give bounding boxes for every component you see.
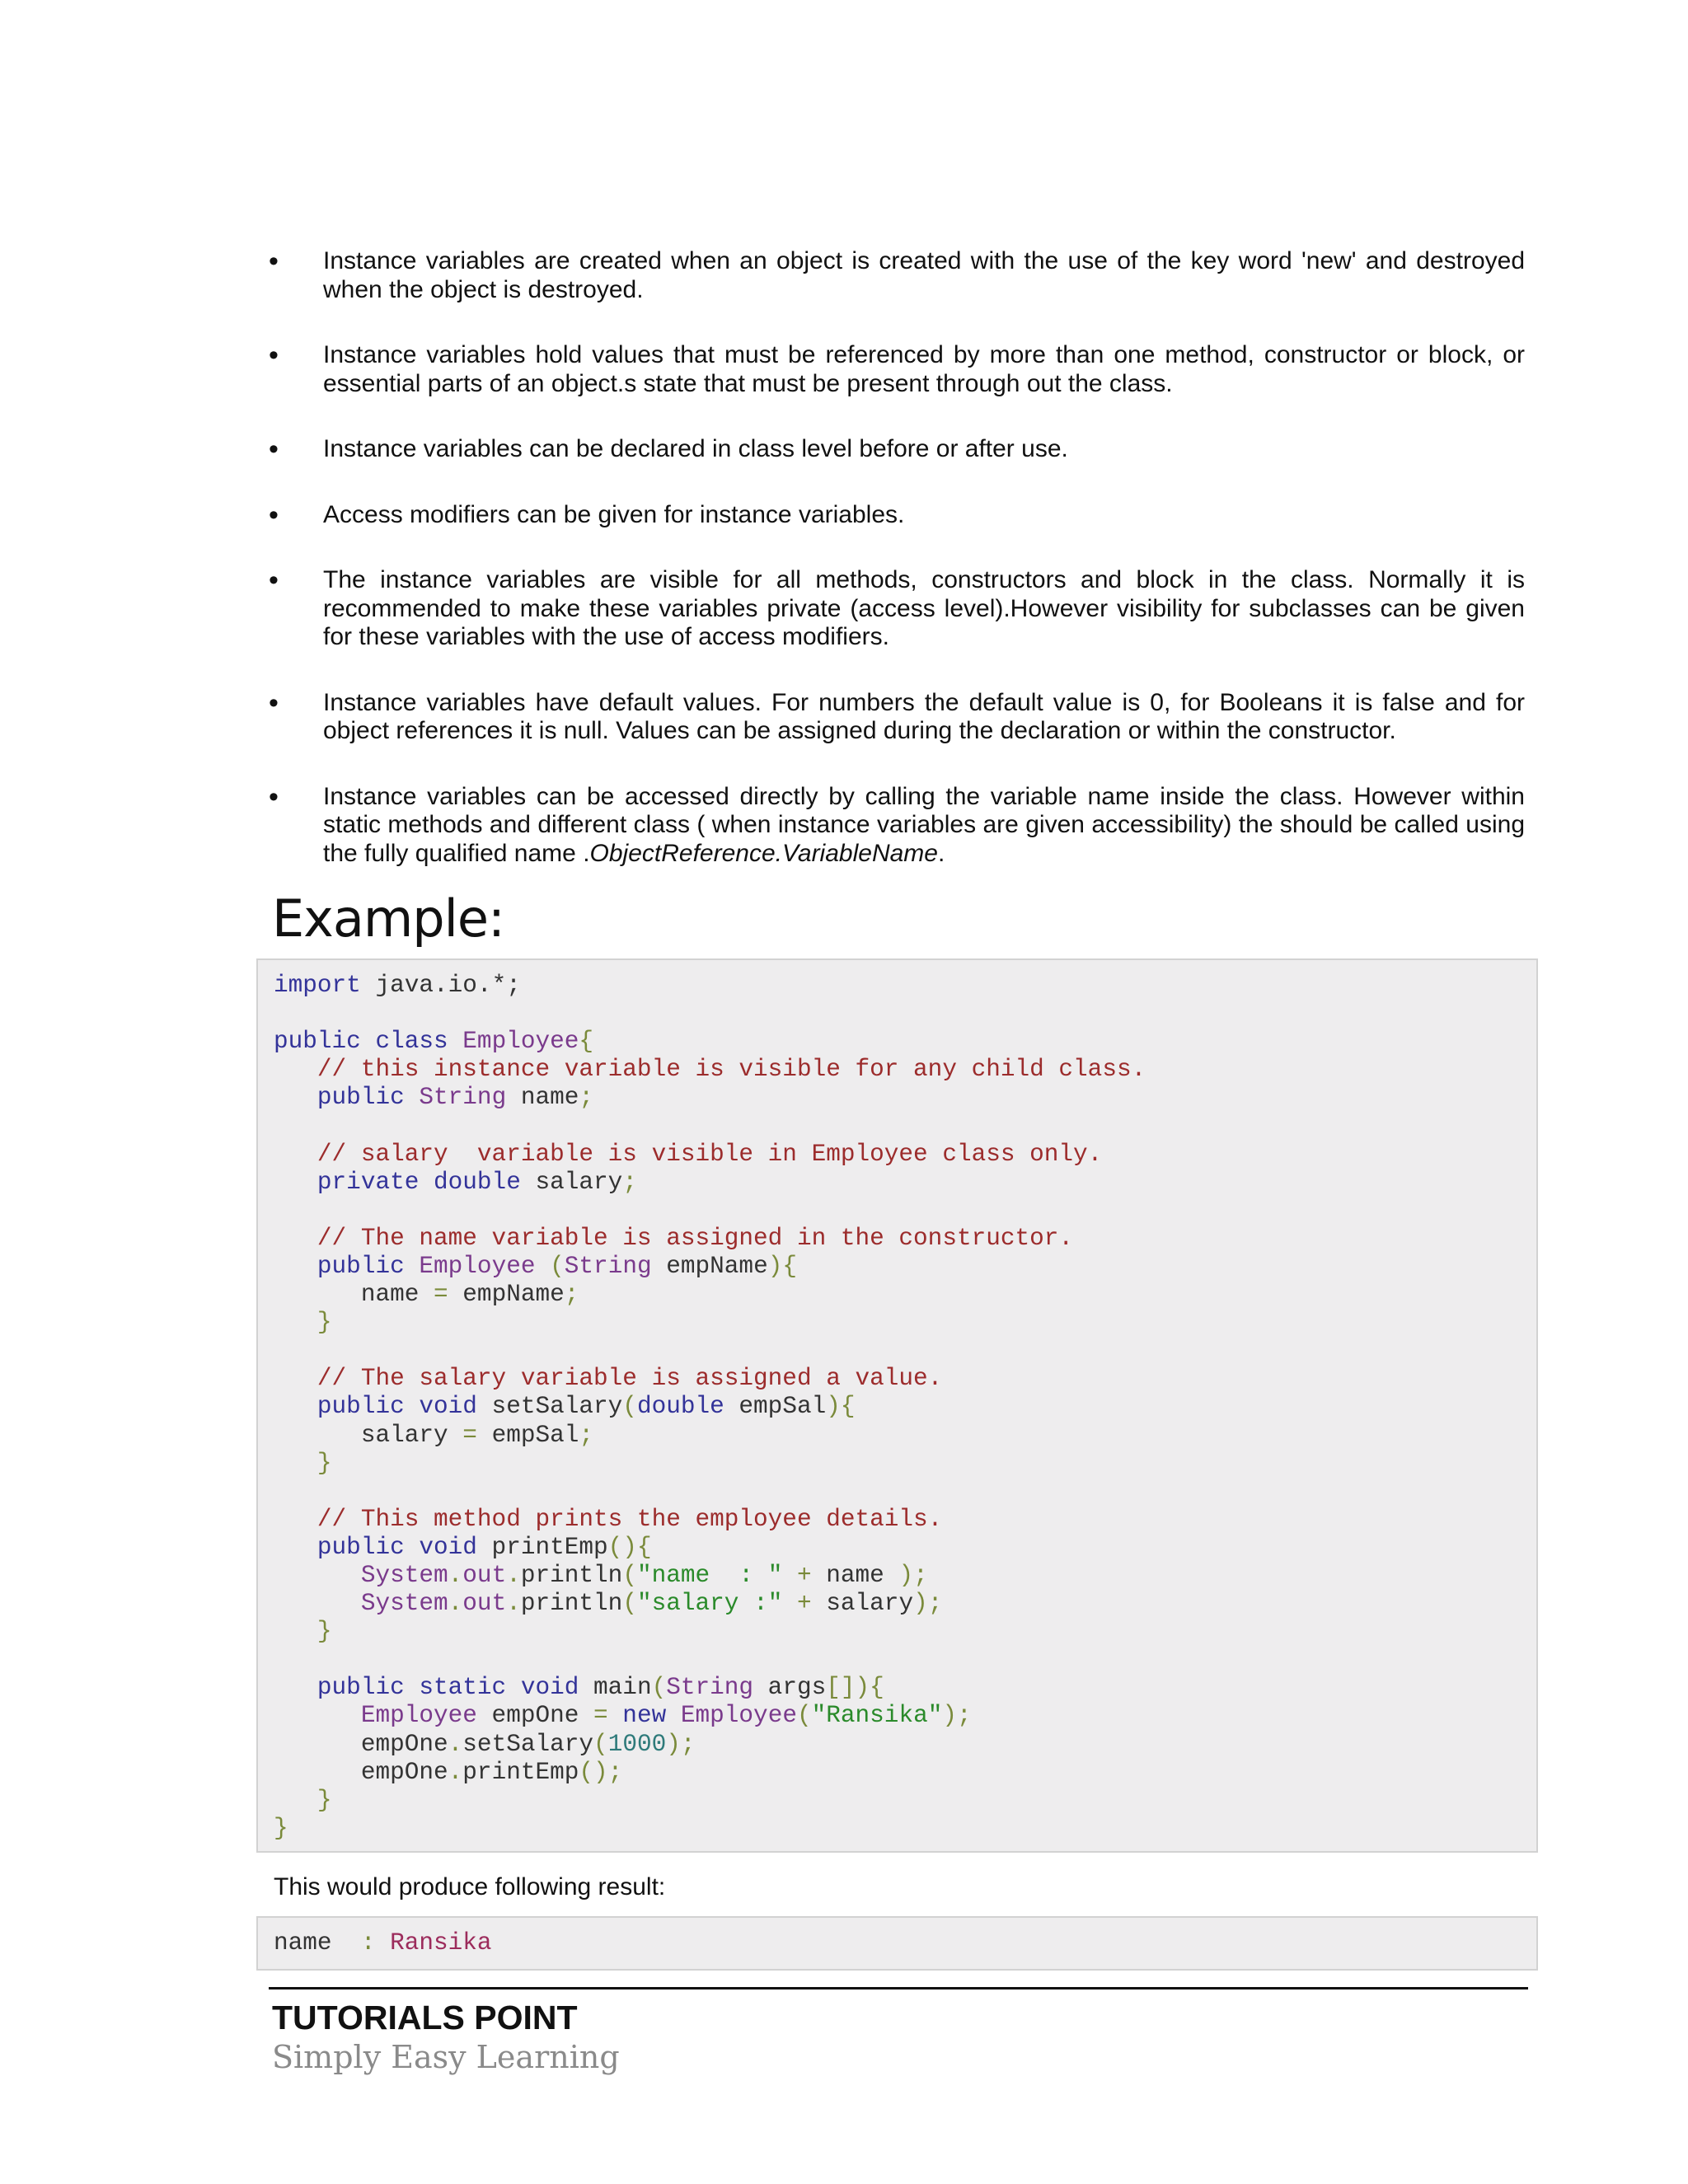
code-token: empOne (476, 1702, 594, 1730)
code-listing (274, 972, 1146, 1843)
code-token: . (448, 1561, 463, 1589)
code-token: ( (535, 1252, 565, 1280)
code-token: double (636, 1393, 724, 1421)
code-token: Employee (666, 1702, 797, 1730)
result-label: This would produce following result: (274, 1873, 666, 1900)
code-token: java.io.*; (360, 972, 521, 999)
code-string: "name : " (636, 1561, 783, 1589)
code-token: ( (622, 1561, 637, 1589)
list-item: • Instance variables hold values that must be referenced by more than one method, constructor or block, or essential parts of an object.s state that must be present through out the class. (269, 341, 1525, 398)
code-token: String (564, 1252, 652, 1280)
result-value: Ransika (375, 1929, 492, 1957)
result-name: name (274, 1929, 361, 1957)
code-token: public (274, 1084, 405, 1112)
footer-subtitle: Simply Easy Learning (272, 2039, 620, 2075)
code-token: . (506, 1561, 521, 1589)
code-token: public void (274, 1393, 477, 1421)
code-comment: // The name variable is assigned in the constructor. (274, 1224, 1074, 1252)
code-token: setSalary (462, 1730, 594, 1758)
code-token: ( (593, 1730, 608, 1758)
code-token: empOne (274, 1758, 448, 1786)
code-token: empName (651, 1252, 768, 1280)
code-number: 1000 (607, 1730, 667, 1758)
code-token: ); (913, 1590, 943, 1618)
code-token: . (448, 1730, 463, 1758)
list-item (269, 783, 1525, 869)
code-string: "Ransika" (811, 1702, 943, 1730)
code-token: println (520, 1590, 623, 1618)
code-comment: // The salary variable is assigned a value. (274, 1365, 943, 1393)
code-token: + (782, 1590, 812, 1618)
code-token: out (462, 1561, 507, 1589)
code-token: ); (666, 1730, 696, 1758)
code-token: { (579, 1028, 594, 1056)
code-token: println (520, 1561, 623, 1589)
code-token: new (607, 1702, 667, 1730)
code-token: ( (622, 1590, 637, 1618)
code-token: = (462, 1421, 477, 1449)
footer-divider (269, 1987, 1528, 1990)
code-token: } (274, 1309, 332, 1337)
code-token: ); (942, 1702, 972, 1730)
code-token: out (462, 1590, 507, 1618)
code-token: salary (520, 1168, 623, 1196)
list-item: • Instance variables can be declared in class level before or after use. (269, 435, 1525, 464)
code-token: empOne (274, 1730, 448, 1758)
code-token: empName (448, 1281, 565, 1309)
list-item: • The instance variables are visible for all methods, constructors and block in the class. Normally it is recommended to make these variables private (access level).However visibility for subclasses can be given for these variables with the use of access modifiers. (269, 566, 1525, 652)
code-token: = (434, 1281, 448, 1309)
code-token: ( (796, 1702, 812, 1730)
result-output (274, 1929, 492, 1957)
code-token: ; (579, 1084, 594, 1112)
code-token: import (274, 972, 361, 999)
code-token: . (448, 1758, 463, 1786)
code-token: String (666, 1674, 754, 1702)
code-token: } (274, 1786, 332, 1814)
footer-title: TUTORIALS POINT (272, 1999, 578, 2036)
code-token: . (448, 1590, 463, 1618)
code-token: (){ (607, 1533, 652, 1561)
example-heading: Example: (272, 888, 504, 949)
result-colon: : (360, 1929, 376, 1957)
code-token: ( (651, 1674, 667, 1702)
code-token: ; (564, 1281, 579, 1309)
code-token: ( (622, 1393, 637, 1421)
code-token: } (274, 1618, 332, 1646)
code-token: ; (622, 1168, 637, 1196)
code-token: System (274, 1561, 448, 1589)
code-token: public (274, 1252, 405, 1280)
code-token: ; (579, 1421, 594, 1449)
code-token: empSal (724, 1393, 827, 1421)
code-token: } (274, 1814, 288, 1842)
list-item: • Access modifiers can be given for instance variables. (269, 501, 1525, 530)
list-item-italic: ObjectReference.VariableName (589, 839, 938, 867)
code-token: private double (274, 1168, 521, 1196)
code-comment: // salary variable is visible in Employee class only. (274, 1140, 1103, 1168)
code-token: Employee (404, 1252, 536, 1280)
code-token: []){ (826, 1674, 884, 1702)
code-token: printEmp (476, 1533, 608, 1561)
code-token: name (811, 1561, 899, 1589)
code-token: ); (898, 1561, 928, 1589)
code-token: System (274, 1590, 448, 1618)
code-token: + (782, 1561, 812, 1589)
code-token: String (404, 1084, 507, 1112)
code-token: public class (274, 1028, 448, 1056)
code-token: Employee (274, 1702, 477, 1730)
code-token: main (579, 1674, 652, 1702)
code-token: ){ (826, 1393, 856, 1421)
code-token: (); (579, 1758, 623, 1786)
code-token: name (274, 1281, 434, 1309)
code-token: public static void (274, 1674, 579, 1702)
list-item: • Instance variables are created when an object is created with the use of the key word 'new' and destroyed when the object is destroyed. (269, 247, 1525, 304)
code-block (256, 958, 1538, 1853)
bullet-list (269, 247, 1525, 905)
code-token: setSalary (476, 1393, 623, 1421)
code-token: salary (811, 1590, 914, 1618)
code-token: printEmp (462, 1758, 579, 1786)
code-token: } (274, 1449, 332, 1477)
code-token: = (593, 1702, 608, 1730)
list-item: • Instance variables have default values. For numbers the default value is 0, for Booleans it is false and for object references it is null. Values can be assigned during the declaration or within the constructor. (269, 689, 1525, 746)
code-comment: // This method prints the employee details. (274, 1505, 943, 1533)
code-token: ){ (767, 1252, 797, 1280)
code-token: empSal (476, 1421, 579, 1449)
list-item-end: . (937, 839, 945, 867)
code-token: salary (274, 1421, 463, 1449)
code-token: args (753, 1674, 827, 1702)
result-block (256, 1916, 1538, 1971)
list-item-text: Instance variables can be accessed directly by calling the variable name inside the class. However within static methods and different class ( when instance variables are given accessibility) the should be called using the fully qualified name . (323, 782, 1525, 867)
code-string: "salary :" (636, 1590, 783, 1618)
code-token: . (506, 1590, 521, 1618)
code-comment: // this instance variable is visible for any child class. (274, 1056, 1146, 1084)
code-token: name (506, 1084, 579, 1112)
code-token: Employee (448, 1028, 579, 1056)
code-token: public void (274, 1533, 477, 1561)
